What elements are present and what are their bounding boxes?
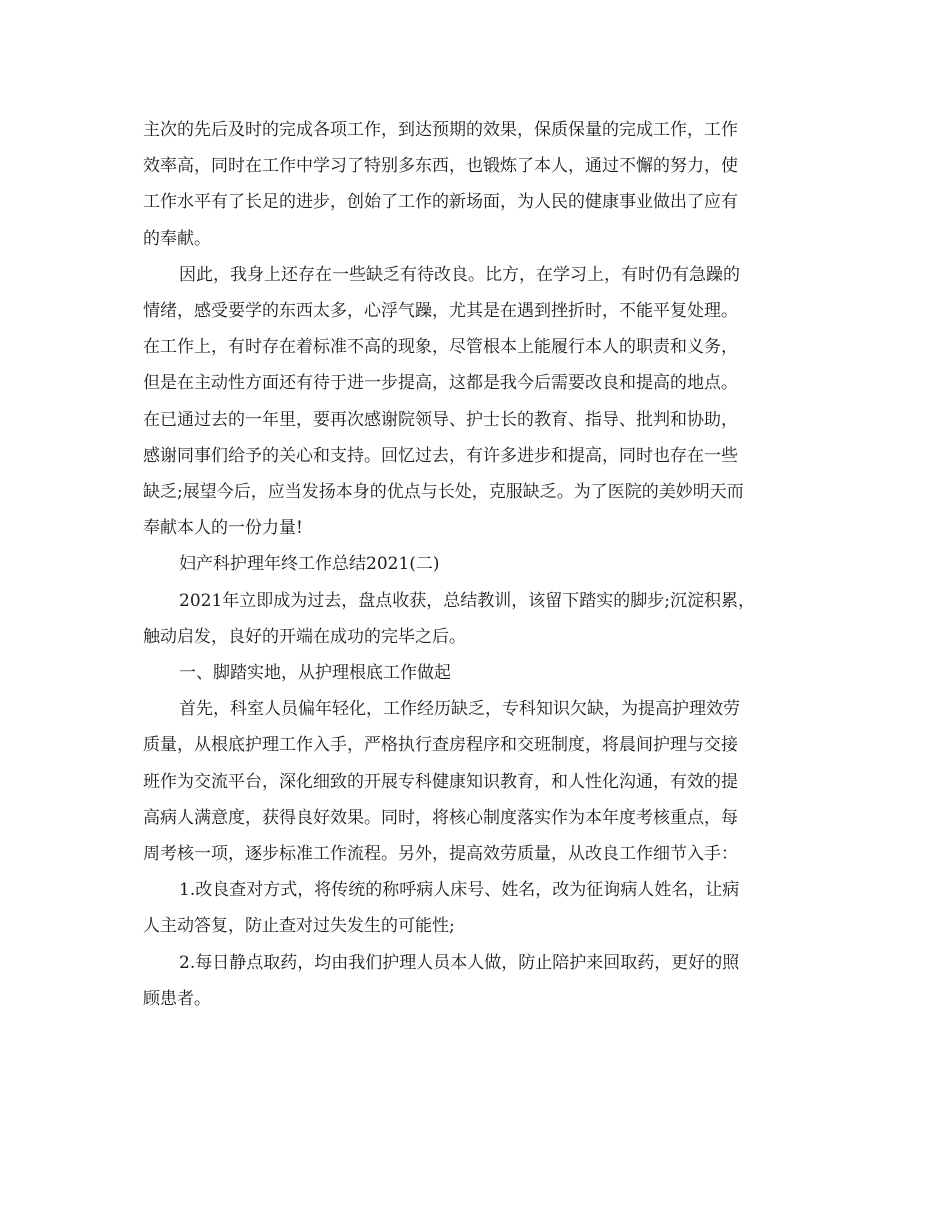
text-line: 2.每日静点取药，均由我们护理人员本人做，防止陪护来回取药，更好的照 [179,952,740,973]
text-line: 妇产科护理年终工作总结2021(二) [179,554,440,575]
text-line: 感谢同事们给予的关心和支持。回忆过去，有许多进步和提高，同时也存在一些 [143,445,738,466]
text-line: 顾患者。 [143,988,211,1009]
document-body [143,112,813,1017]
text-line: 触动启发，良好的开端在成功的完毕之后。 [143,626,466,647]
text-line: 人主动答复，防止查对过失发生的可能性; [143,916,455,937]
text-line: 效率高，同时在工作中学习了特别多东西，也锻炼了本人，通过不懈的努力，使 [143,156,738,177]
text-line: 1.改良查对方式，将传统的称呼病人床号、姓名，改为征询病人姓名，让病 [179,880,740,901]
text-line: 班作为交流平台，深化细致的开展专科健康知识教育，和人性化沟通，有效的提 [143,771,738,792]
text-line: 质量，从根底护理工作入手，严格执行查房程序和交班制度，将晨间护理与交接 [143,735,738,756]
text-line: 但是在主动性方面还有待于进一步提高，这都是我今后需要改良和提高的地点。 [143,373,738,394]
text-line: 在已通过去的一年里，要再次感谢院领导、护士长的教育、指导、批判和协助， [143,409,738,430]
text-line: 一、脚踏实地，从护理根底工作做起 [179,663,451,684]
list-item-2 [143,945,813,1017]
text-line: 因此，我身上还存在一些缺乏有待改良。比方，在学习上，有时仍有急躁的 [179,264,740,285]
text-line: 的奉献。 [143,228,211,249]
text-line: 缺乏;展望今后，应当发扬本身的优点与长处，克服缺乏。为了医院的美妙明天而 [143,482,744,503]
text-line: 周考核一项，逐步标准工作流程。另外，提高效劳质量，从改良工作细节入手： [143,844,738,865]
section-title [143,546,813,582]
text-line: 高病人满意度，获得良好效果。同时，将核心制度落实作为本年度考核重点，每 [143,807,738,828]
text-line: 主次的先后及时的完成各项工作，到达预期的效果，保质保量的完成工作，工作 [143,120,738,140]
text-line: 工作水平有了长足的进步，创始了工作的新场面，为人民的健康事业做出了应有 [143,192,738,213]
paragraph-continuation [143,112,813,257]
text-line: 情绪，感受要学的东西太多，心浮气躁，尤其是在遇到挫折时，不能平复处理。 [143,301,738,322]
paragraph-intro [143,583,813,655]
paragraph-basic-care [143,691,813,872]
paragraph-shortcomings [143,257,813,547]
text-line: 首先，科室人员偏年轻化，工作经历缺乏，专科知识欠缺，为提高护理效劳 [179,699,740,720]
text-line: 在工作上，有时存在着标准不高的现象，尽管根本上能履行本人的职责和义务， [143,337,738,358]
text-line: 奉献本人的一份力量! [143,518,303,539]
text-line: 2021年立即成为过去，盘点收获，总结教训，该留下踏实的脚步;沉淀积累， [179,590,755,611]
subsection-heading [143,655,813,691]
list-item-1 [143,872,813,944]
